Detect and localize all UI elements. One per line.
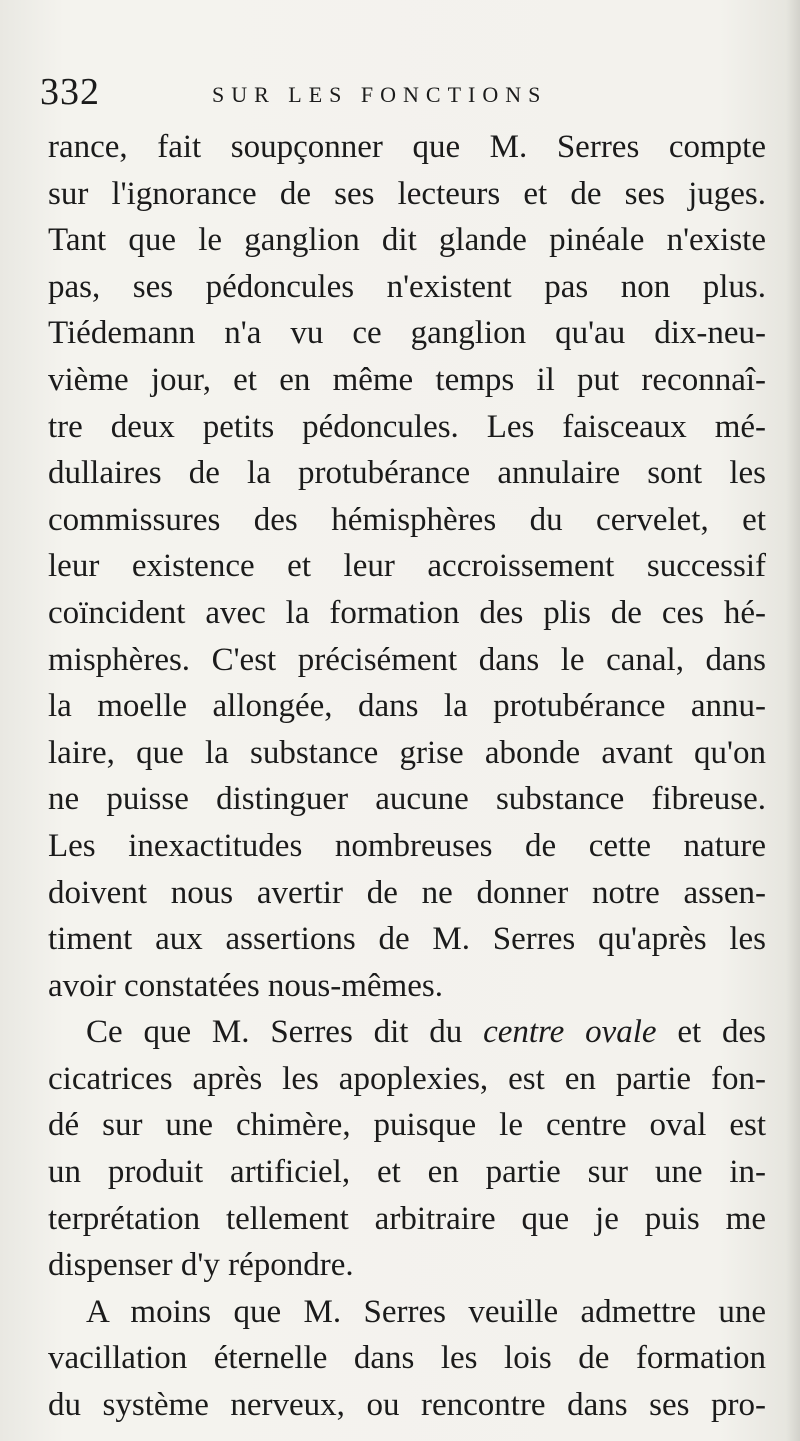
text-line: terprétation tellement arbitraire que je puis me bbox=[48, 1200, 766, 1237]
text-line: leur existence et leur accroissement successif bbox=[48, 548, 766, 585]
text-line: la moelle allongée, dans la protubérance annu- bbox=[48, 688, 766, 725]
body-text bbox=[48, 124, 766, 1429]
italic-term: centre ovale bbox=[483, 1014, 657, 1051]
text-line: avoir constatées nous-mêmes. bbox=[48, 967, 443, 1004]
text-line: timent aux assertions de M. Serres qu'après les bbox=[48, 921, 766, 958]
text-line: doivent nous avertir de ne donner notre assen- bbox=[48, 874, 766, 911]
text-line: du système nerveux, ou rencontre dans ses pro- bbox=[48, 1387, 766, 1424]
text-line: coïncident avec la formation des plis de ces hé- bbox=[48, 594, 766, 631]
text-line: vacillation éternelle dans les lois de formation bbox=[48, 1340, 766, 1377]
paragraph-start-line: A moins que M. Serres veuille admettre une bbox=[86, 1293, 766, 1330]
text-line: tre deux petits pédoncules. Les faisceaux mé- bbox=[48, 408, 766, 445]
text-line: Les inexactitudes nombreuses de cette nature bbox=[48, 827, 766, 864]
text-line: sur l'ignorance de ses lecteurs et de ses juges. bbox=[48, 175, 766, 212]
text-line: cicatrices après les apoplexies, est en partie fon- bbox=[48, 1060, 766, 1097]
text-line: dispenser d'y répondre. bbox=[48, 1247, 354, 1284]
text-line: Tiédemann n'a vu ce ganglion qu'au dix-neu- bbox=[48, 315, 766, 352]
page-edge-shadow bbox=[786, 0, 800, 1441]
running-head bbox=[40, 70, 770, 120]
text-line: dullaires de la protubérance annulaire sont les bbox=[48, 455, 766, 492]
text-line: pas, ses pédoncules n'existent pas non plus. bbox=[48, 268, 766, 305]
running-title: SUR LES FONCTIONS bbox=[212, 82, 548, 107]
text-line: Tant que le ganglion dit glande pinéale n'existe bbox=[48, 222, 766, 259]
text-line: misphères. C'est précisément dans le canal, dans bbox=[48, 641, 766, 678]
text-span: Ce que M. Serres dit du bbox=[86, 1014, 484, 1051]
text-line: rance, fait soupçonner que M. Serres compte bbox=[48, 129, 766, 165]
paragraph-start-line bbox=[48, 1009, 766, 1056]
text-line: vième jour, et en même temps il put reconnaî- bbox=[48, 361, 766, 398]
text-line: dé sur une chimère, puisque le centre oval est bbox=[48, 1107, 766, 1144]
text-span: et des bbox=[656, 1014, 766, 1051]
text-line: ne puisse distinguer aucune substance fibreuse. bbox=[48, 781, 766, 818]
text-line: un produit artificiel, et en partie sur une in- bbox=[48, 1154, 766, 1191]
text-line: laire, que la substance grise abonde avant qu'on bbox=[48, 734, 766, 771]
text-line: commissures des hémisphères du cervelet, et bbox=[48, 501, 766, 538]
page-number: 332 bbox=[40, 71, 100, 113]
